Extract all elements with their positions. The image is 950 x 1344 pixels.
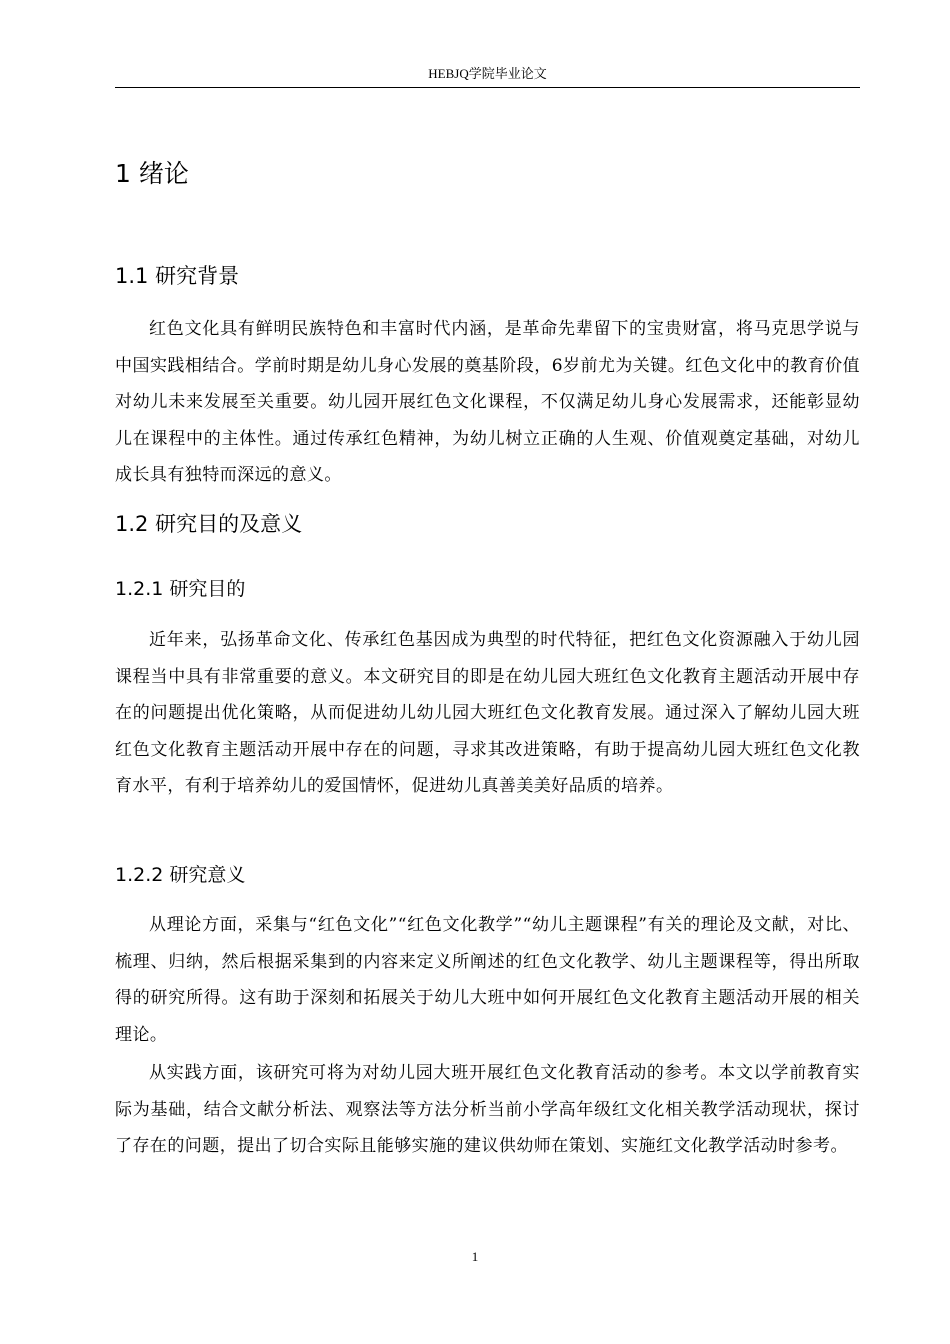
paragraph-purpose: 近年来，弘扬革命文化、传承红色基因成为典型的时代特征，把红色文化资源融入于幼儿园课程当中具有非常重要的意义。本文研究目的即是在幼儿园大班红色文化教育主题活动开展中存在的问题提出优化策略，从而促进幼儿幼儿园大班红色文化教育发展。通过深入了解幼儿园大班红色文化教育主题活动开展中存在的问题，寻求其改进策略，有助于提高幼儿园大班红色文化教育水平，有利于培养幼儿的爱国情怀，促进幼儿真善美美好品质的培养。 — [115, 630, 860, 796]
paragraph-background: 红色文化具有鲜明民族特色和丰富时代内涵，是革命先辈留下的宝贵财富，将马克思学说与中国实践相结合。学前时期是幼儿身心发展的奠基阶段，6岁前尤为关键。红色文化中的教育价值对幼儿未来发展至关重要。幼儿园开展红色文化课程，不仅满足幼儿身心发展需求，还能彰显幼儿在课程中的主体性。通过传承红色精神，为幼儿树立正确的人生观、价值观奠定基础，对幼儿成长具有独特而深远的意义。 — [115, 319, 860, 485]
subsection-heading-1-2-1: 1.2.1 研究目的 — [115, 578, 246, 600]
paragraph-significance-theory: 从理论方面，采集与“红色文化”“红色文化教学”“幼儿主题课程”有关的理论及文献，对比、梳理、归纳，然后根据采集到的内容来定义所阐述的红色文化教学、幼儿主题课程等，得出所取得的研究所得。这有助于深刻和拓展关于幼儿大班中如何开展红色文化教育主题活动开展的相关理论。 — [115, 915, 860, 1045]
running-header: HEBJQ学院毕业论文 — [428, 66, 547, 81]
header-divider — [115, 87, 860, 88]
chapter-title: 1 绪论 — [115, 159, 189, 188]
subsection-heading-1-2-2: 1.2.2 研究意义 — [115, 864, 246, 886]
section-heading-1-2: 1.2 研究目的及意义 — [115, 512, 303, 536]
section-heading-1-1: 1.1 研究背景 — [115, 264, 240, 288]
page-number: 1 — [471, 1249, 479, 1264]
paragraph-significance-practice: 从实践方面，该研究可将为对幼儿园大班开展红色文化教育活动的参考。本文以学前教育实际为基础，结合文献分析法、观察法等方法分析当前小学高年级红文化相关教学活动现状，探讨了存在的问题，提出了切合实际且能够实施的建议供幼师在策划、实施红文化教学活动时参考。 — [115, 1063, 860, 1156]
